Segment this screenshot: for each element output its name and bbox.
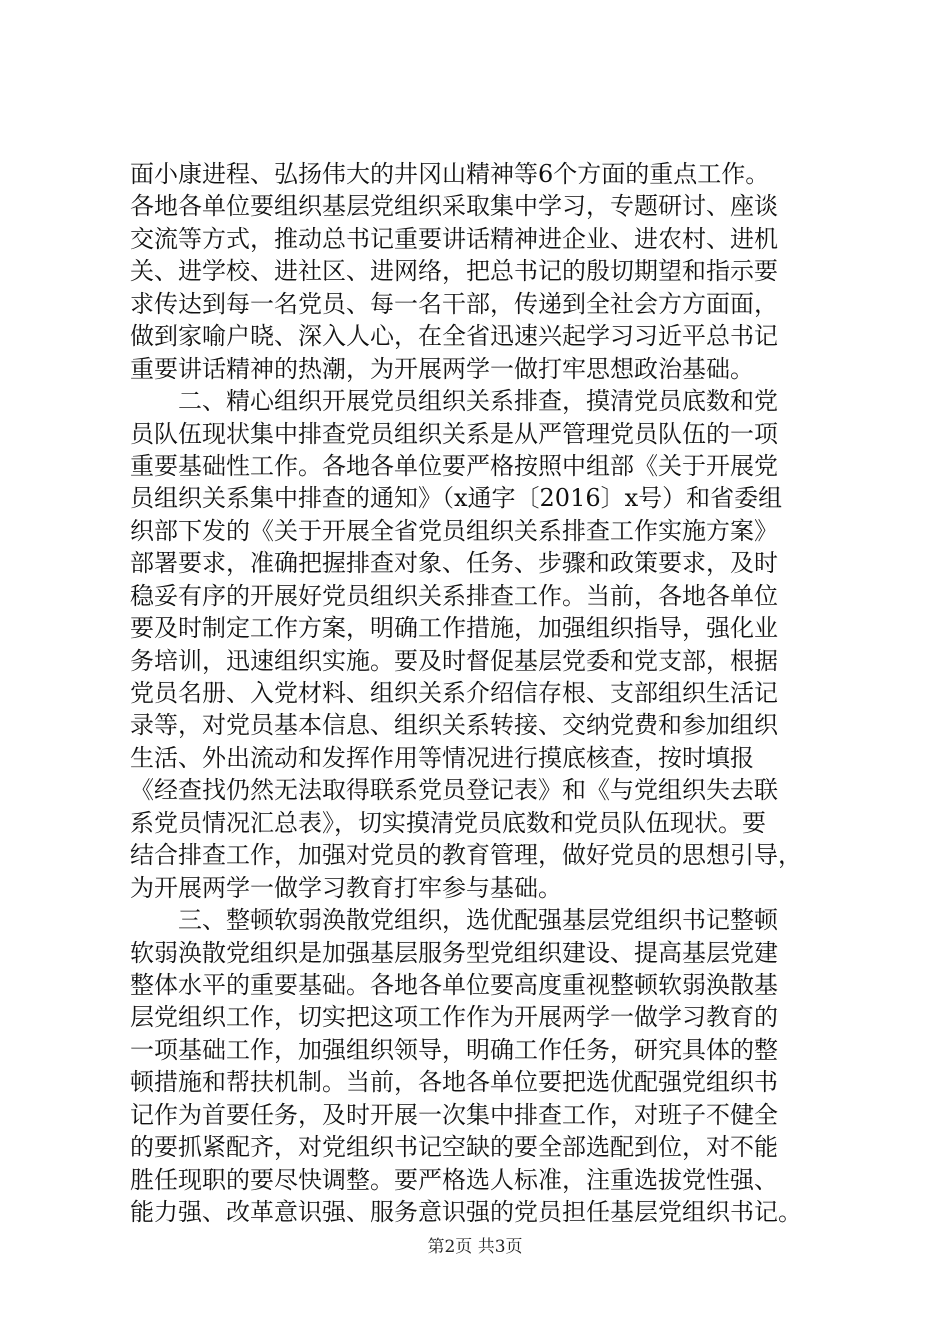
text-line: 系党员情况汇总表》，切实摸清党员底数和党员队伍现状。要 [130,808,766,837]
text-line: 生活、外出流动和发挥作用等情况进行摸底核查，按时填报 [130,743,754,772]
text-line: 能力强、改革意识强、服务意识强的党员担任基层党组织书记。 [130,1198,802,1226]
page-number-footer: 第2页 共3页 [427,1237,523,1257]
text-line: 层党组织工作，切实把这项工作作为开展两学一做学习教育的 [130,1003,778,1032]
text-line: 为开展两学一做学习教育打牢参与基础。 [130,873,562,902]
text-line: 务培训，迅速组织实施。要及时督促基层党委和党支部，根据 [130,646,778,675]
text-line: 面小康进程、弘扬伟大的井冈山精神等6个方面的重点工作。 [130,160,770,188]
text-line: 一项基础工作，加强组织领导，明确工作任务，研究具体的整 [130,1035,778,1064]
text-line: 关、进学校、进社区、进网络，把总书记的殷切期望和指示要 [130,257,778,286]
text-line: 记作为首要任务，及时开展一次集中排查工作，对班子不健全 [130,1100,778,1129]
text-line: 《经查找仍然无法取得联系党员登记表》和《与党组织失去联 [130,776,778,805]
text-line: 重要基础性工作。各地各单位要严格按照中组部《关于开展党 [130,451,778,480]
text-line: 重要讲话精神的热潮，为开展两学一做打牢思想政治基础。 [130,354,754,383]
text-line: 交流等方式，推动总书记重要讲话精神进企业、进农村、进机 [130,224,778,253]
body-text [130,158,830,1228]
text-line: 结合排查工作，加强对党员的教育管理，做好党员的思想引导， [130,841,802,870]
text-line: 的要抓紧配齐，对党组织书记空缺的要全部选配到位，对不能 [130,1133,778,1162]
text-line: 员组织关系集中排查的通知》（x通字〔2016〕x号）和省委组 [130,484,783,513]
text-line: 二、精心组织开展党员组织关系排查，摸清党员底数和党 [130,387,778,416]
text-line: 三、整顿软弱涣散党组织，选优配强基层党组织书记整顿 [130,906,778,935]
text-line: 部署要求，准确把握排查对象、任务、步骤和政策要求，及时 [130,549,778,578]
text-line: 顿措施和帮扶机制。当前，各地各单位要把选优配强党组织书 [130,1068,778,1097]
text-line: 整体水平的重要基础。各地各单位要高度重视整顿软弱涣散基 [130,970,778,999]
text-line: 要及时制定工作方案，明确工作措施，加强组织指导，强化业 [130,614,778,643]
text-line: 做到家喻户晓、深入人心，在全省迅速兴起学习习近平总书记 [130,322,778,351]
text-line: 员队伍现状集中排查党员组织关系是从严管理党员队伍的一项 [130,419,778,448]
text-line: 软弱涣散党组织是加强基层服务型党组织建设、提高基层党建 [130,938,778,967]
text-line: 求传达到每一名党员、每一名干部，传递到全社会方方面面， [130,289,778,318]
text-line: 各地各单位要组织基层党组织采取集中学习，专题研讨、座谈 [130,192,778,221]
text-line: 录等，对党员基本信息、组织关系转接、交纳党费和参加组织 [130,711,778,740]
text-line: 织部下发的《关于开展全省党员组织关系排查工作实施方案》 [130,516,778,545]
text-line: 稳妥有序的开展好党员组织关系排查工作。当前，各地各单位 [130,581,778,610]
text-line: 胜任现职的要尽快调整。要严格选人标准，注重选拔党性强、 [130,1165,778,1194]
text-line: 党员名册、入党材料、组织关系介绍信存根、支部组织生活记 [130,679,778,707]
